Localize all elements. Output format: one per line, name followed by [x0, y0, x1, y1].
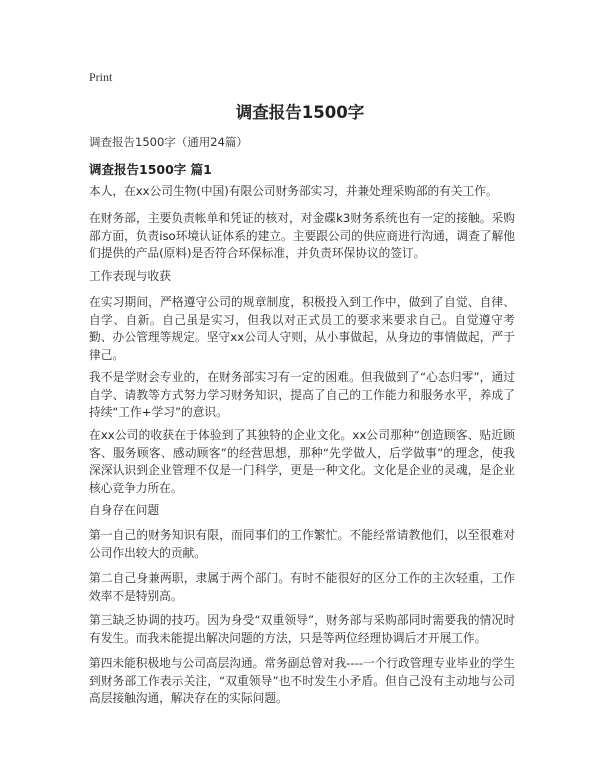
section-heading: 调查报告1500字 篇1 [89, 162, 212, 177]
page-title: 调查报告1500字 [235, 103, 365, 122]
paragraph: 在xx公司的收获在于体验到了其独特的企业文化。xx公司那种“创造顾客、贴近顾客、服务顾客、感动顾客”的经营思想，那种“先学做人，后学做事”的理念，使我深深认识到企业管理不仅是一门科学，更是一种文化。文化是企业的灵魂，是企业核心竞争力所在。 [89, 428, 515, 495]
paragraph: 我不是学财会专业的，在财务部实习有一定的困难。但我做到了“心态归零”，通过自学、请教等方式努力学习财务知识，提高了自己的工作能力和服务水平，养成了持续“工作+学习”的意识。 [89, 370, 515, 419]
paragraph: 第一自己的财务知识有限，而同事们的工作繁忙。不能经常请教他们，以至很难对公司作出较大的贡献。 [89, 528, 515, 560]
document-subtitle: 调查报告1500字（通用24篇） [89, 135, 248, 149]
paragraph: 在实习期间，严格遵守公司的规章制度，积极投入到工作中，做到了自觉、自律、自学、自新。自己虽是实习，但我以对正式员工的要求来要求自己。自觉遵守考勤、办公管理等规定。坚守xx公司人守则，从小事做起，从身边的事情做起，严于律己。 [89, 295, 515, 362]
paragraph: 第四未能积极地与公司高层沟通。常务副总曾对我----一个行政管理专业毕业的学生到财务部工作表示关注，“双重领导”也不时发生小矛盾。但自己没有主动地与公司高层接触沟通，解决存在的实际问题。 [89, 656, 515, 705]
subsection-heading: 工作表现与收获 [89, 269, 171, 283]
paragraph: 第三缺乏协调的技巧。因为身受“双重领导”，财务部与采购部同时需要我的情况时有发生。而我未能提出解决问题的方法，只是等两位经理协调后才开展工作。 [89, 613, 515, 645]
paragraph: 第二自己身兼两职，隶属于两个部门。有时不能很好的区分工作的主次轻重，工作效率不是特别高。 [89, 571, 515, 603]
paragraph: 在财务部，主要负责帐单和凭证的核对，对金碟k3财务系统也有一定的接触。采购部方面，负责iso环境认证体系的建立。主要跟公司的供应商进行沟通，调查了解他们提供的产品(原料)是否符合环保标准，并负责环保协议的签订。 [89, 211, 515, 260]
subsection-heading: 自身存在问题 [89, 503, 160, 517]
paragraph: 本人，在xx公司生物(中国)有限公司财务部实习，并兼处理采购部的有关工作。 [89, 184, 498, 198]
print-link[interactable]: Print [89, 70, 113, 84]
